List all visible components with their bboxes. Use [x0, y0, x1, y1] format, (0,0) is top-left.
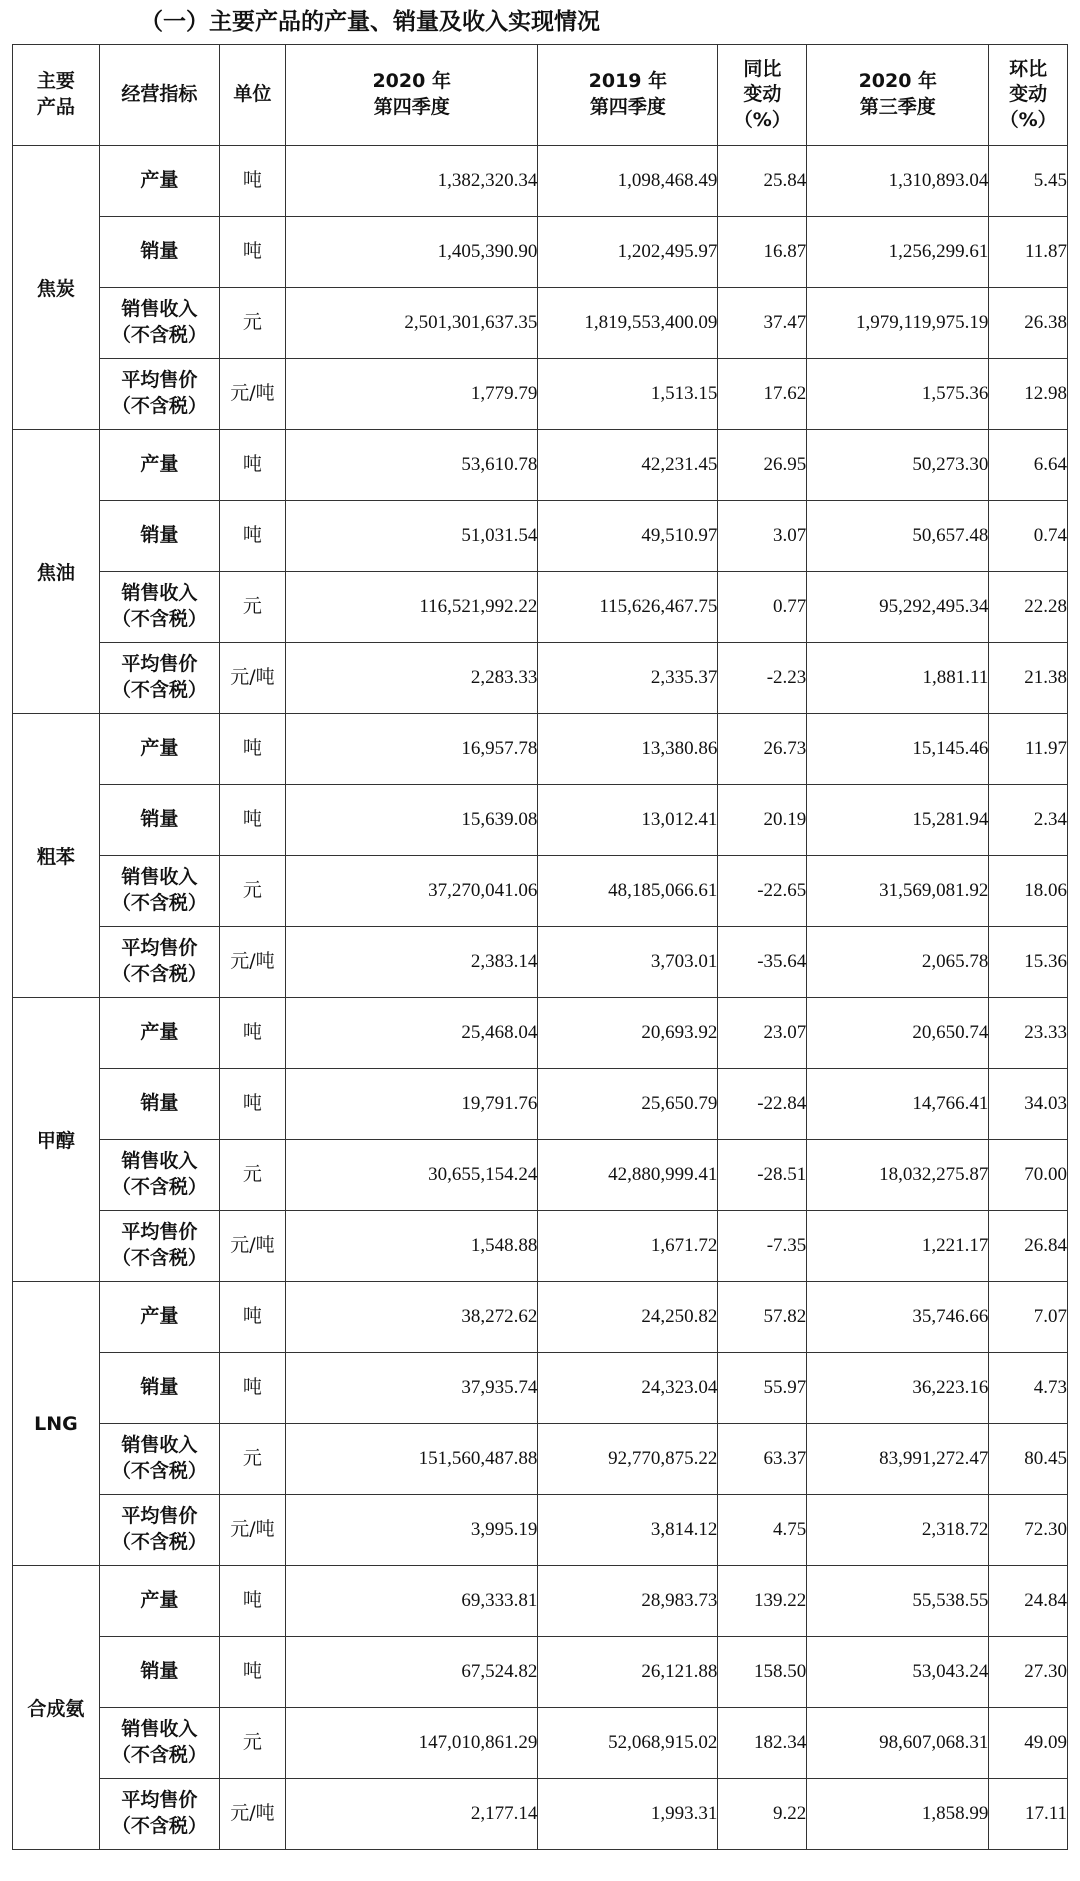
unit-cell: 吨 — [219, 217, 285, 288]
unit-cell: 元 — [219, 288, 285, 359]
metric-cell — [99, 714, 219, 785]
value-cell-q3-2020: 35,746.66 — [807, 1282, 989, 1353]
value-cell-qoq: 15.36 — [989, 927, 1068, 998]
value-cell-yoy: 37.47 — [718, 288, 807, 359]
unit-cell: 吨 — [219, 1637, 285, 1708]
metric-label-line: 平均售价 — [121, 653, 198, 676]
metric-label-line: 产量 — [140, 1589, 179, 1612]
table-row — [13, 1069, 1068, 1140]
value-cell-yoy: 63.37 — [718, 1424, 807, 1495]
header-metric: 经营指标 — [99, 45, 219, 146]
table-row — [13, 430, 1068, 501]
value-cell-yoy: 20.19 — [718, 785, 807, 856]
unit-cell: 元 — [219, 572, 285, 643]
value-cell-qoq: 4.73 — [989, 1353, 1068, 1424]
metric-label-line: 销量 — [140, 1376, 179, 1399]
value-cell-yoy: -7.35 — [718, 1211, 807, 1282]
value-cell-q4-2019: 2,335.37 — [538, 643, 718, 714]
product-name-cell: 焦炭 — [13, 146, 100, 430]
metric-cell — [99, 1566, 219, 1637]
value-cell-q3-2020: 15,281.94 — [807, 785, 989, 856]
value-cell-q4-2020: 1,548.88 — [286, 1211, 538, 1282]
table-row — [13, 1282, 1068, 1353]
value-cell-q4-2019: 52,068,915.02 — [538, 1708, 718, 1779]
value-cell-q3-2020: 1,881.11 — [807, 643, 989, 714]
value-cell-q4-2020: 37,270,041.06 — [286, 856, 538, 927]
value-cell-qoq: 23.33 — [989, 998, 1068, 1069]
value-cell-q4-2019: 1,098,468.49 — [538, 146, 718, 217]
value-cell-q4-2020: 69,333.81 — [286, 1566, 538, 1637]
unit-cell: 吨 — [219, 785, 285, 856]
table-row — [13, 998, 1068, 1069]
table-row — [13, 146, 1068, 217]
value-cell-yoy: 182.34 — [718, 1708, 807, 1779]
value-cell-q3-2020: 50,657.48 — [807, 501, 989, 572]
metric-cell — [99, 1069, 219, 1140]
metric-label-line: （不含税） — [111, 608, 207, 630]
table-row — [13, 572, 1068, 643]
value-cell-q4-2020: 3,995.19 — [286, 1495, 538, 1566]
value-cell-q3-2020: 1,858.99 — [807, 1779, 989, 1850]
value-cell-q4-2019: 20,693.92 — [538, 998, 718, 1069]
value-cell-q4-2020: 19,791.76 — [286, 1069, 538, 1140]
value-cell-qoq: 6.64 — [989, 430, 1068, 501]
value-cell-q3-2020: 83,991,272.47 — [807, 1424, 989, 1495]
value-cell-q4-2020: 2,177.14 — [286, 1779, 538, 1850]
metric-cell — [99, 1708, 219, 1779]
unit-cell: 元/吨 — [219, 927, 285, 998]
value-cell-qoq: 0.74 — [989, 501, 1068, 572]
value-cell-yoy: 17.62 — [718, 359, 807, 430]
table-row — [13, 359, 1068, 430]
value-cell-q4-2019: 3,814.12 — [538, 1495, 718, 1566]
value-cell-qoq: 49.09 — [989, 1708, 1068, 1779]
unit-cell: 元 — [219, 856, 285, 927]
metric-label-line: 销售收入 — [121, 866, 198, 889]
metric-cell — [99, 1140, 219, 1211]
value-cell-qoq: 17.11 — [989, 1779, 1068, 1850]
metric-label-line: （不含税） — [111, 324, 207, 346]
table-row — [13, 1424, 1068, 1495]
table-row — [13, 785, 1068, 856]
value-cell-yoy: 9.22 — [718, 1779, 807, 1850]
value-cell-q4-2019: 48,185,066.61 — [538, 856, 718, 927]
value-cell-q4-2019: 13,380.86 — [538, 714, 718, 785]
table-row — [13, 1779, 1068, 1850]
value-cell-q4-2019: 28,983.73 — [538, 1566, 718, 1637]
value-cell-q3-2020: 1,310,893.04 — [807, 146, 989, 217]
value-cell-q4-2019: 24,250.82 — [538, 1282, 718, 1353]
value-cell-q4-2019: 1,993.31 — [538, 1779, 718, 1850]
product-name-cell: LNG — [13, 1282, 100, 1566]
value-cell-q4-2020: 151,560,487.88 — [286, 1424, 538, 1495]
unit-cell: 元/吨 — [219, 1211, 285, 1282]
table-row — [13, 1566, 1068, 1637]
value-cell-q4-2020: 53,610.78 — [286, 430, 538, 501]
value-cell-yoy: 139.22 — [718, 1566, 807, 1637]
unit-cell: 元/吨 — [219, 359, 285, 430]
value-cell-yoy: 4.75 — [718, 1495, 807, 1566]
metric-cell — [99, 501, 219, 572]
unit-cell: 元 — [219, 1708, 285, 1779]
value-cell-q4-2020: 67,524.82 — [286, 1637, 538, 1708]
metric-cell — [99, 572, 219, 643]
metric-label-line: （不含税） — [111, 1531, 207, 1553]
value-cell-qoq: 21.38 — [989, 643, 1068, 714]
value-cell-yoy: 57.82 — [718, 1282, 807, 1353]
metric-label-line: （不含税） — [111, 1176, 207, 1198]
value-cell-q3-2020: 95,292,495.34 — [807, 572, 989, 643]
value-cell-q3-2020: 1,575.36 — [807, 359, 989, 430]
metric-label-line: 平均售价 — [121, 1221, 198, 1244]
product-operations-table — [12, 44, 1068, 1850]
table-body — [13, 146, 1068, 1850]
metric-label-line: 销量 — [140, 240, 179, 263]
metric-cell — [99, 146, 219, 217]
value-cell-qoq: 11.87 — [989, 217, 1068, 288]
unit-cell: 吨 — [219, 1069, 285, 1140]
value-cell-yoy: -22.84 — [718, 1069, 807, 1140]
unit-cell: 吨 — [219, 714, 285, 785]
metric-cell — [99, 1353, 219, 1424]
table-row — [13, 217, 1068, 288]
metric-label-line: 产量 — [140, 169, 179, 192]
value-cell-q4-2019: 26,121.88 — [538, 1637, 718, 1708]
value-cell-q4-2020: 1,779.79 — [286, 359, 538, 430]
value-cell-q4-2020: 147,010,861.29 — [286, 1708, 538, 1779]
header-unit: 单位 — [219, 45, 285, 146]
metric-label-line: （不含税） — [111, 1460, 207, 1482]
value-cell-yoy: -35.64 — [718, 927, 807, 998]
product-name-cell: 甲醇 — [13, 998, 100, 1282]
value-cell-qoq: 7.07 — [989, 1282, 1068, 1353]
value-cell-q4-2019: 25,650.79 — [538, 1069, 718, 1140]
value-cell-q3-2020: 36,223.16 — [807, 1353, 989, 1424]
value-cell-q4-2020: 25,468.04 — [286, 998, 538, 1069]
value-cell-yoy: -28.51 — [718, 1140, 807, 1211]
table-row — [13, 643, 1068, 714]
value-cell-yoy: 23.07 — [718, 998, 807, 1069]
value-cell-q4-2020: 1,405,390.90 — [286, 217, 538, 288]
value-cell-qoq: 5.45 — [989, 146, 1068, 217]
value-cell-yoy: -2.23 — [718, 643, 807, 714]
unit-cell: 元/吨 — [219, 1495, 285, 1566]
metric-cell — [99, 288, 219, 359]
value-cell-qoq: 12.98 — [989, 359, 1068, 430]
value-cell-q4-2019: 24,323.04 — [538, 1353, 718, 1424]
table-row — [13, 1140, 1068, 1211]
metric-label-line: （不含税） — [111, 1815, 207, 1837]
value-cell-yoy: 158.50 — [718, 1637, 807, 1708]
value-cell-yoy: -22.65 — [718, 856, 807, 927]
value-cell-q4-2020: 2,501,301,637.35 — [286, 288, 538, 359]
value-cell-qoq: 26.84 — [989, 1211, 1068, 1282]
unit-cell: 元/吨 — [219, 643, 285, 714]
metric-cell — [99, 998, 219, 1069]
value-cell-qoq: 24.84 — [989, 1566, 1068, 1637]
metric-cell — [99, 643, 219, 714]
metric-cell — [99, 1495, 219, 1566]
metric-cell — [99, 1424, 219, 1495]
value-cell-yoy: 3.07 — [718, 501, 807, 572]
metric-label-line: （不含税） — [111, 1744, 207, 1766]
value-cell-q3-2020: 53,043.24 — [807, 1637, 989, 1708]
value-cell-q3-2020: 18,032,275.87 — [807, 1140, 989, 1211]
table-row — [13, 927, 1068, 998]
value-cell-yoy: 25.84 — [718, 146, 807, 217]
unit-cell: 元 — [219, 1140, 285, 1211]
header-qoq-change: 环比 变动 （%） — [989, 45, 1068, 146]
value-cell-q4-2020: 16,957.78 — [286, 714, 538, 785]
table-row — [13, 501, 1068, 572]
unit-cell: 吨 — [219, 998, 285, 1069]
metric-label-line: 产量 — [140, 1021, 179, 1044]
value-cell-q3-2020: 14,766.41 — [807, 1069, 989, 1140]
value-cell-yoy: 26.95 — [718, 430, 807, 501]
table-row — [13, 1708, 1068, 1779]
metric-cell — [99, 217, 219, 288]
value-cell-q4-2020: 51,031.54 — [286, 501, 538, 572]
metric-label-line: 销售收入 — [121, 1150, 198, 1173]
header-q4-2019: 2019 年 第四季度 — [538, 45, 718, 146]
metric-label-line: 销量 — [140, 1092, 179, 1115]
header-q3-2020: 2020 年 第三季度 — [807, 45, 989, 146]
value-cell-q4-2019: 115,626,467.75 — [538, 572, 718, 643]
unit-cell: 吨 — [219, 1353, 285, 1424]
metric-label-line: 销售收入 — [121, 1718, 198, 1741]
metric-cell — [99, 430, 219, 501]
value-cell-qoq: 18.06 — [989, 856, 1068, 927]
value-cell-q4-2019: 1,819,553,400.09 — [538, 288, 718, 359]
table-row — [13, 1353, 1068, 1424]
metric-label-line: 产量 — [140, 737, 179, 760]
header-q4-2020: 2020 年 第四季度 — [286, 45, 538, 146]
value-cell-qoq: 11.97 — [989, 714, 1068, 785]
metric-cell — [99, 1637, 219, 1708]
value-cell-q4-2020: 1,382,320.34 — [286, 146, 538, 217]
value-cell-q4-2020: 116,521,992.22 — [286, 572, 538, 643]
value-cell-q3-2020: 55,538.55 — [807, 1566, 989, 1637]
value-cell-q3-2020: 2,318.72 — [807, 1495, 989, 1566]
table-row — [13, 856, 1068, 927]
value-cell-q4-2020: 2,283.33 — [286, 643, 538, 714]
metric-label-line: （不含税） — [111, 1247, 207, 1269]
value-cell-q4-2019: 1,671.72 — [538, 1211, 718, 1282]
metric-label-line: 平均售价 — [121, 1505, 198, 1528]
value-cell-yoy: 16.87 — [718, 217, 807, 288]
value-cell-yoy: 55.97 — [718, 1353, 807, 1424]
product-name-cell: 合成氨 — [13, 1566, 100, 1850]
table-row — [13, 714, 1068, 785]
value-cell-q3-2020: 1,979,119,975.19 — [807, 288, 989, 359]
metric-label-line: 销售收入 — [121, 1434, 198, 1457]
value-cell-q4-2020: 15,639.08 — [286, 785, 538, 856]
value-cell-q3-2020: 98,607,068.31 — [807, 1708, 989, 1779]
table-row — [13, 1211, 1068, 1282]
value-cell-q4-2020: 2,383.14 — [286, 927, 538, 998]
value-cell-q3-2020: 1,221.17 — [807, 1211, 989, 1282]
metric-label-line: （不含税） — [111, 679, 207, 701]
value-cell-qoq: 72.30 — [989, 1495, 1068, 1566]
metric-label-line: （不含税） — [111, 395, 207, 417]
metric-label-line: 销售收入 — [121, 298, 198, 321]
unit-cell: 吨 — [219, 501, 285, 572]
value-cell-q4-2019: 42,231.45 — [538, 430, 718, 501]
value-cell-qoq: 22.28 — [989, 572, 1068, 643]
value-cell-yoy: 0.77 — [718, 572, 807, 643]
metric-cell — [99, 1779, 219, 1850]
unit-cell: 吨 — [219, 146, 285, 217]
metric-label-line: 产量 — [140, 453, 179, 476]
metric-label-line: 平均售价 — [121, 937, 198, 960]
value-cell-qoq: 2.34 — [989, 785, 1068, 856]
metric-label-line: （不含税） — [111, 892, 207, 914]
value-cell-qoq: 34.03 — [989, 1069, 1068, 1140]
table-row — [13, 288, 1068, 359]
metric-cell — [99, 1282, 219, 1353]
metric-cell — [99, 359, 219, 430]
product-name-cell: 粗苯 — [13, 714, 100, 998]
value-cell-qoq: 80.45 — [989, 1424, 1068, 1495]
metric-label-line: 销售收入 — [121, 582, 198, 605]
metric-label-line: 销量 — [140, 524, 179, 547]
table-row — [13, 1637, 1068, 1708]
unit-cell: 元/吨 — [219, 1779, 285, 1850]
metric-cell — [99, 785, 219, 856]
header-row — [13, 45, 1068, 146]
value-cell-q4-2019: 49,510.97 — [538, 501, 718, 572]
metric-cell — [99, 1211, 219, 1282]
header-product: 主要 产品 — [13, 45, 100, 146]
unit-cell: 吨 — [219, 430, 285, 501]
value-cell-q3-2020: 50,273.30 — [807, 430, 989, 501]
value-cell-q4-2019: 1,513.15 — [538, 359, 718, 430]
metric-label-line: 平均售价 — [121, 369, 198, 392]
metric-cell — [99, 856, 219, 927]
table-header — [13, 45, 1068, 146]
value-cell-q4-2019: 13,012.41 — [538, 785, 718, 856]
value-cell-qoq: 26.38 — [989, 288, 1068, 359]
value-cell-q4-2019: 1,202,495.97 — [538, 217, 718, 288]
unit-cell: 吨 — [219, 1282, 285, 1353]
metric-label-line: 销量 — [140, 808, 179, 831]
metric-label-line: 销量 — [140, 1660, 179, 1683]
value-cell-q3-2020: 20,650.74 — [807, 998, 989, 1069]
header-yoy-change: 同比 变动 （%） — [718, 45, 807, 146]
unit-cell: 元 — [219, 1424, 285, 1495]
value-cell-qoq: 27.30 — [989, 1637, 1068, 1708]
value-cell-q4-2019: 3,703.01 — [538, 927, 718, 998]
value-cell-q4-2019: 42,880,999.41 — [538, 1140, 718, 1211]
table-row — [13, 1495, 1068, 1566]
metric-cell — [99, 927, 219, 998]
value-cell-q4-2020: 30,655,154.24 — [286, 1140, 538, 1211]
metric-label-line: （不含税） — [111, 963, 207, 985]
section-title: （一）主要产品的产量、销量及收入实现情况 — [140, 9, 600, 35]
value-cell-qoq: 70.00 — [989, 1140, 1068, 1211]
metric-label-line: 产量 — [140, 1305, 179, 1328]
value-cell-q3-2020: 31,569,081.92 — [807, 856, 989, 927]
product-name-cell: 焦油 — [13, 430, 100, 714]
value-cell-q4-2019: 92,770,875.22 — [538, 1424, 718, 1495]
value-cell-q4-2020: 38,272.62 — [286, 1282, 538, 1353]
metric-label-line: 平均售价 — [121, 1789, 198, 1812]
value-cell-yoy: 26.73 — [718, 714, 807, 785]
unit-cell: 吨 — [219, 1566, 285, 1637]
value-cell-q4-2020: 37,935.74 — [286, 1353, 538, 1424]
value-cell-q3-2020: 2,065.78 — [807, 927, 989, 998]
value-cell-q3-2020: 1,256,299.61 — [807, 217, 989, 288]
value-cell-q3-2020: 15,145.46 — [807, 714, 989, 785]
